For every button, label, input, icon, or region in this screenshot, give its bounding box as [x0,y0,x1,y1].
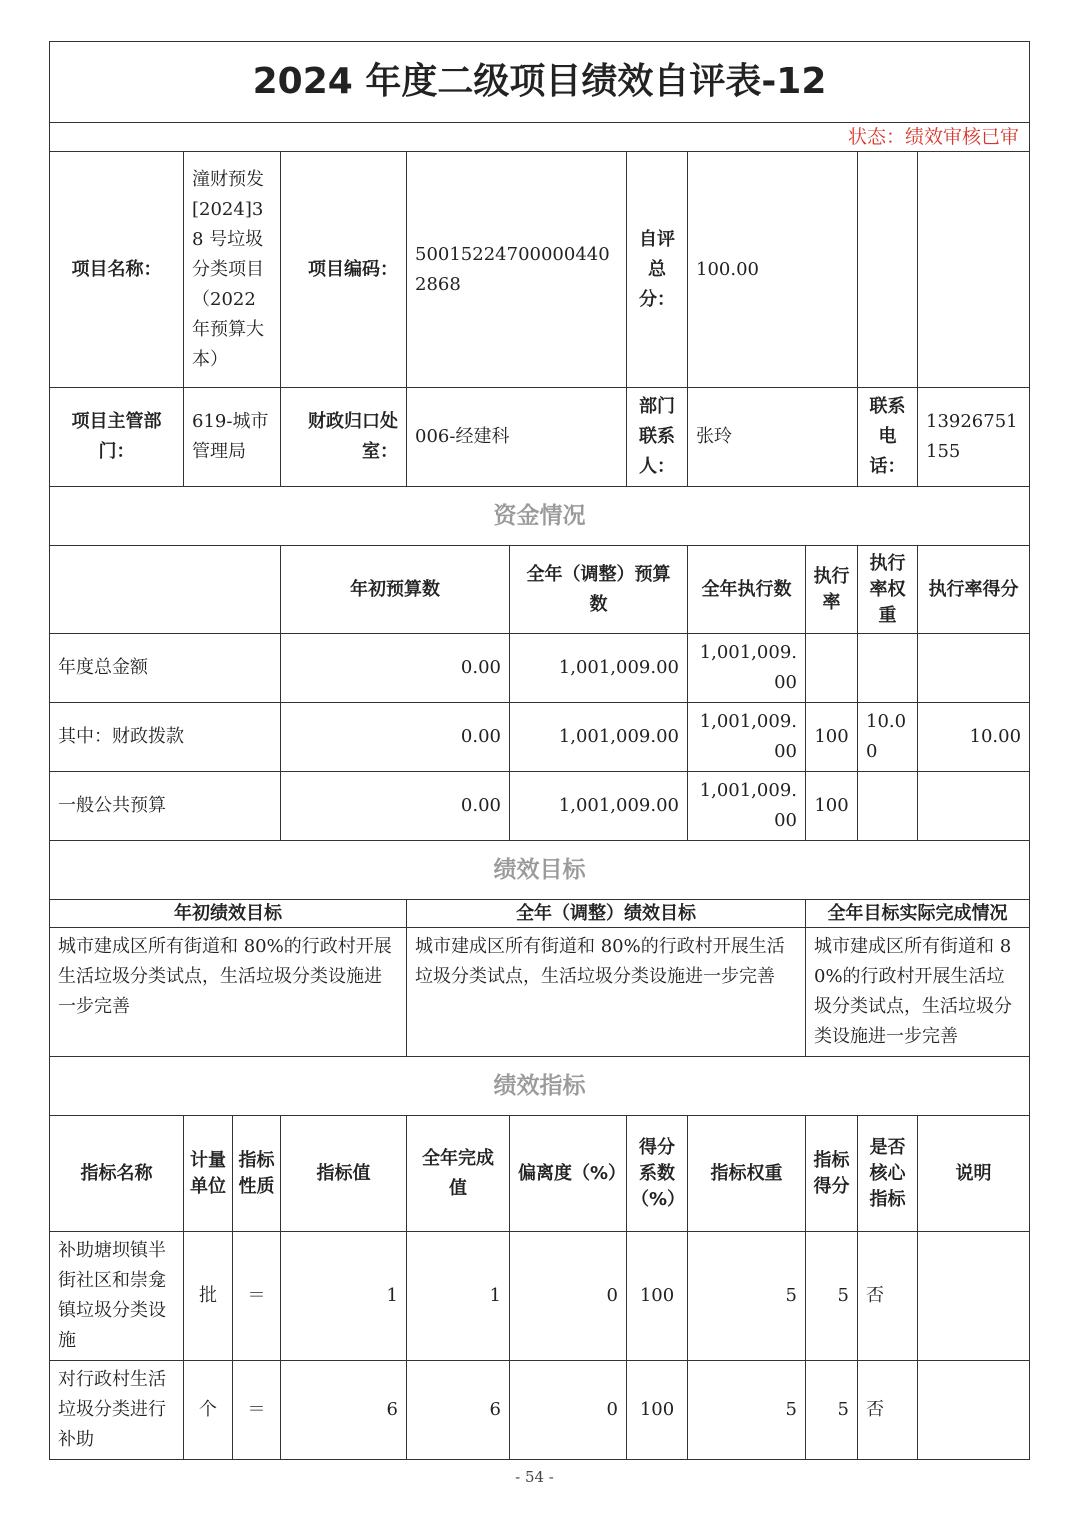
funds-header-initial: 年初预算数 [281,546,510,634]
funds-row-score: 10.00 [918,703,1030,772]
ind-row-weight: 5 [688,1232,806,1361]
goals-actual-text: 城市建成区所有街道和 80%的行政村开展生活垃圾分类试点，生活垃圾分类设施进一步完善 [806,928,1030,1057]
funds-row-weight [858,634,918,703]
funds-section-title: 资金情况 [50,487,1030,546]
finance-office-value: 006-经建科 [407,388,627,487]
ind-row-target: 1 [281,1232,407,1361]
funds-header-score: 执行率得分 [918,546,1030,634]
ind-row-actual: 6 [407,1361,510,1460]
indicators-section-title: 绩效指标 [50,1057,1030,1116]
ind-row-nature: ＝ [233,1232,281,1361]
table-row [50,634,1030,703]
goals-initial-text: 城市建成区所有街道和 80%的行政村开展生活垃圾分类试点，生活垃圾分类设施进一步完善 [50,928,407,1057]
dept-value: 619-城市管理局 [184,388,281,487]
ind-row-coef: 100 [627,1232,688,1361]
ind-row-name: 对行政村生活垃圾分类进行补助 [50,1361,184,1460]
ind-row-target: 6 [281,1361,407,1460]
empty-cell [858,152,918,388]
ind-header-score: 指标得分 [806,1116,858,1232]
ind-row-deviation: 0 [510,1361,627,1460]
ind-row-nature: ＝ [233,1361,281,1460]
contact-label: 部门联系人： [627,388,688,487]
ind-row-unit: 批 [184,1232,233,1361]
project-name-label: 项目名称： [50,152,184,388]
ind-row-coef: 100 [627,1361,688,1460]
ind-row-core: 否 [858,1361,918,1460]
table-row [50,1361,1030,1460]
evaluation-sheet [49,41,1029,1460]
finance-office-label: 财政归口处室： [281,388,407,487]
funds-header-weight: 执行率权重 [858,546,918,634]
funds-row-rate [806,634,858,703]
table-row [50,703,1030,772]
ind-row-actual: 1 [407,1232,510,1361]
funds-header-adjusted: 全年（调整）预算数 [510,546,688,634]
funds-header-executed: 全年执行数 [688,546,806,634]
ind-row-score: 5 [806,1361,858,1460]
funds-row-initial: 0.00 [281,634,510,703]
ind-header-target: 指标值 [281,1116,407,1232]
funds-row-weight: 10.00 [858,703,918,772]
ind-header-nature: 指标性质 [233,1116,281,1232]
ind-header-coef: 得分系数（%） [627,1116,688,1232]
goals-header-initial: 年初绩效目标 [50,900,407,928]
goals-header-actual: 全年目标实际完成情况 [806,900,1030,928]
funds-row-score [918,772,1030,841]
funds-row-weight [858,772,918,841]
funds-row-initial: 0.00 [281,772,510,841]
funds-row-executed: 1,001,009.00 [688,703,806,772]
ind-row-deviation: 0 [510,1232,627,1361]
funds-row-rate: 100 [806,772,858,841]
self-score-value: 100.00 [688,152,858,388]
funds-row-executed: 1,001,009.00 [688,772,806,841]
evaluation-table [49,41,1030,1460]
goals-section-title: 绩效目标 [50,841,1030,900]
page-title: 2024 年度二级项目绩效自评表-12 [50,42,1030,123]
ind-header-core: 是否核心指标 [858,1116,918,1232]
funds-row-adjusted: 1,001,009.00 [510,772,688,841]
ind-row-unit: 个 [184,1361,233,1460]
ind-header-deviation: 偏离度（%） [510,1116,627,1232]
ind-row-score: 5 [806,1232,858,1361]
dept-label: 项目主管部门： [50,388,184,487]
self-score-label: 自评总分： [627,152,688,388]
funds-row-name: 年度总金额 [50,634,281,703]
ind-header-name: 指标名称 [50,1116,184,1232]
status-badge: 状态：绩效审核已审 [50,123,1030,152]
funds-row-name: 一般公共预算 [50,772,281,841]
contact-value: 张玲 [688,388,858,487]
project-code-label: 项目编码： [281,152,407,388]
ind-row-core: 否 [858,1232,918,1361]
goals-adjusted-text: 城市建成区所有街道和 80%的行政村开展生活垃圾分类试点，生活垃圾分类设施进一步完善 [407,928,806,1057]
ind-row-name: 补助塘坝镇半街社区和崇龛镇垃圾分类设施 [50,1232,184,1361]
ind-row-note [918,1232,1030,1361]
ind-row-weight: 5 [688,1361,806,1460]
funds-row-score [918,634,1030,703]
empty-cell [918,152,1030,388]
project-name-value: 潼财预发[2024]38 号垃圾分类项目（2022 年预算大本） [184,152,281,388]
funds-header-rate: 执行率 [806,546,858,634]
phone-label: 联系电话： [858,388,918,487]
page-number: - 54 - [515,1468,554,1486]
funds-row-initial: 0.00 [281,703,510,772]
ind-row-note [918,1361,1030,1460]
funds-row-adjusted: 1,001,009.00 [510,703,688,772]
ind-header-unit: 计量单位 [184,1116,233,1232]
ind-header-weight: 指标权重 [688,1116,806,1232]
ind-header-actual: 全年完成值 [407,1116,510,1232]
funds-row-name: 其中：财政拨款 [50,703,281,772]
table-row [50,1232,1030,1361]
funds-row-executed: 1,001,009.00 [688,634,806,703]
funds-row-rate: 100 [806,703,858,772]
goals-header-adjusted: 全年（调整）绩效目标 [407,900,806,928]
phone-value: 13926751155 [918,388,1030,487]
table-row [50,772,1030,841]
ind-header-note: 说明 [918,1116,1030,1232]
project-code-value: 500152247000004402868 [407,152,627,388]
funds-header-blank [50,546,281,634]
funds-row-adjusted: 1,001,009.00 [510,634,688,703]
